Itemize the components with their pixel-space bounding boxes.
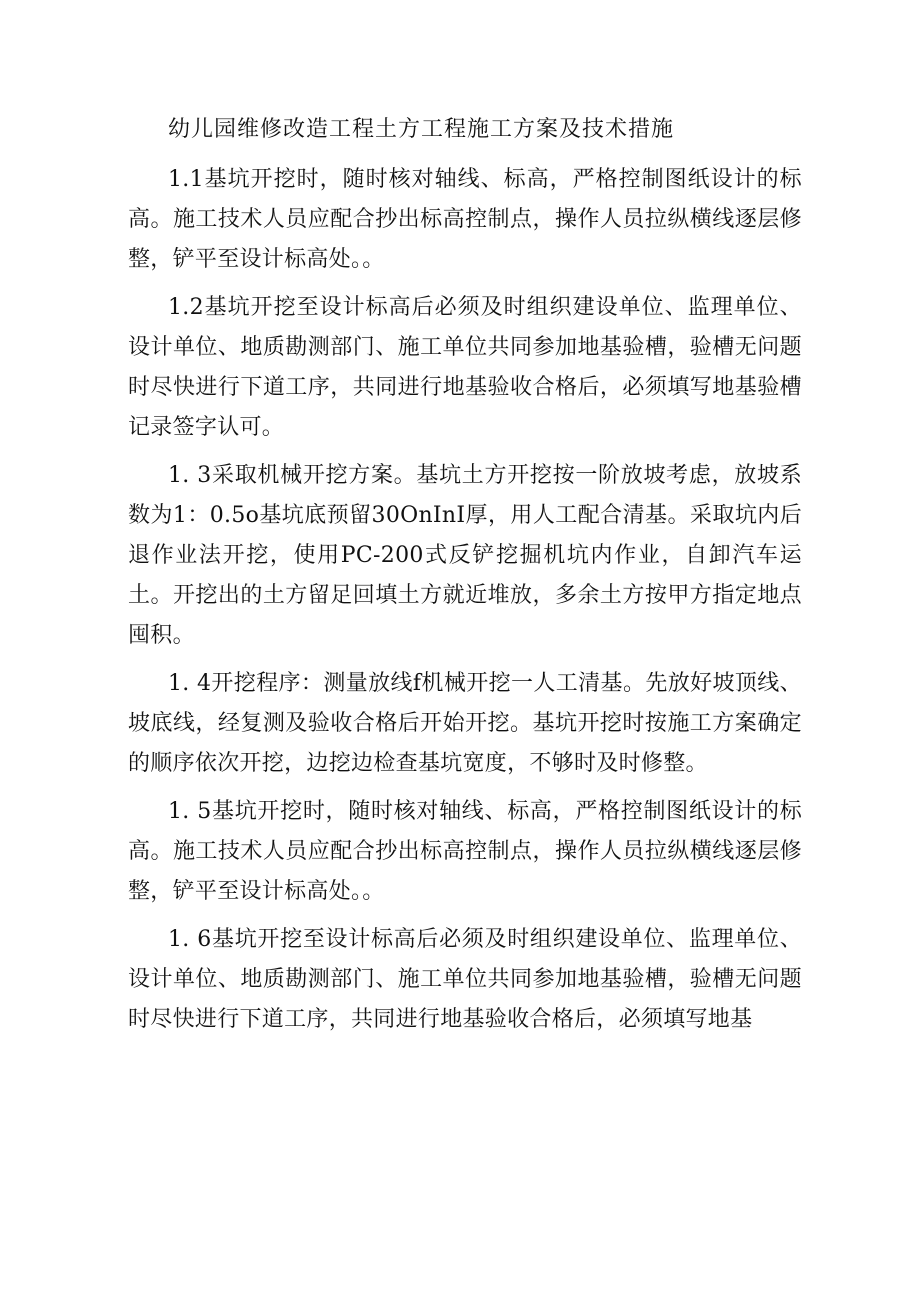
paragraph-1-6: 1. 6基坑开挖至设计标高后必须及时组织建设单位、监理单位、设计单位、地质勘测部门、施工单位共同参加地基验槽，验槽无问题时尽快进行下道工序，共同进行地基验收合格后，必须填写地基 bbox=[128, 927, 802, 1032]
document-title: 幼儿园维修改造工程土方工程施工方案及技术措施 bbox=[168, 117, 675, 142]
paragraph-1-3: 1. 3采取机械开挖方案。基坑土方开挖按一阶放坡考虑，放坡系数为1：0.5o基坑底预留30OnInI厚，用人工配合清基。采取坑内后退作业法开挖，使用PC-200式反铲挖掘机坑内作业，自卸汽车运土。开挖出的土方留足回填土方就近堆放，多余土方按甲方指定地点囤积。 bbox=[128, 463, 802, 648]
paragraph-1-4: 1. 4开挖程序：测量放线f机械开挖一人工清基。先放好坡顶线、坡底线，经复测及验收合格后开始开挖。基坑开挖时按施工方案确定的顺序依次开挖，边挖边检查基坑宽度，不够时及时修整。 bbox=[128, 671, 802, 776]
paragraph-1-5: 1. 5基坑开挖时，随时核对轴线、标高，严格控制图纸设计的标高。施工技术人员应配合抄出标高控制点，操作人员拉纵横线逐层修整，铲平至设计标高处。。 bbox=[128, 799, 802, 904]
paragraph-1-2: 1.2基坑开挖至设计标高后必须及时组织建设单位、监理单位、设计单位、地质勘测部门、施工单位共同参加地基验槽，验槽无问题时尽快进行下道工序，共同进行地基验收合格后，必须填写地基验槽记录签字认可。 bbox=[128, 295, 802, 440]
paragraph-1-1: 1.1基坑开挖时，随时核对轴线、标高，严格控制图纸设计的标高。施工技术人员应配合抄出标高控制点，操作人员拉纵横线逐层修整，铲平至设计标高处。。 bbox=[128, 167, 802, 272]
